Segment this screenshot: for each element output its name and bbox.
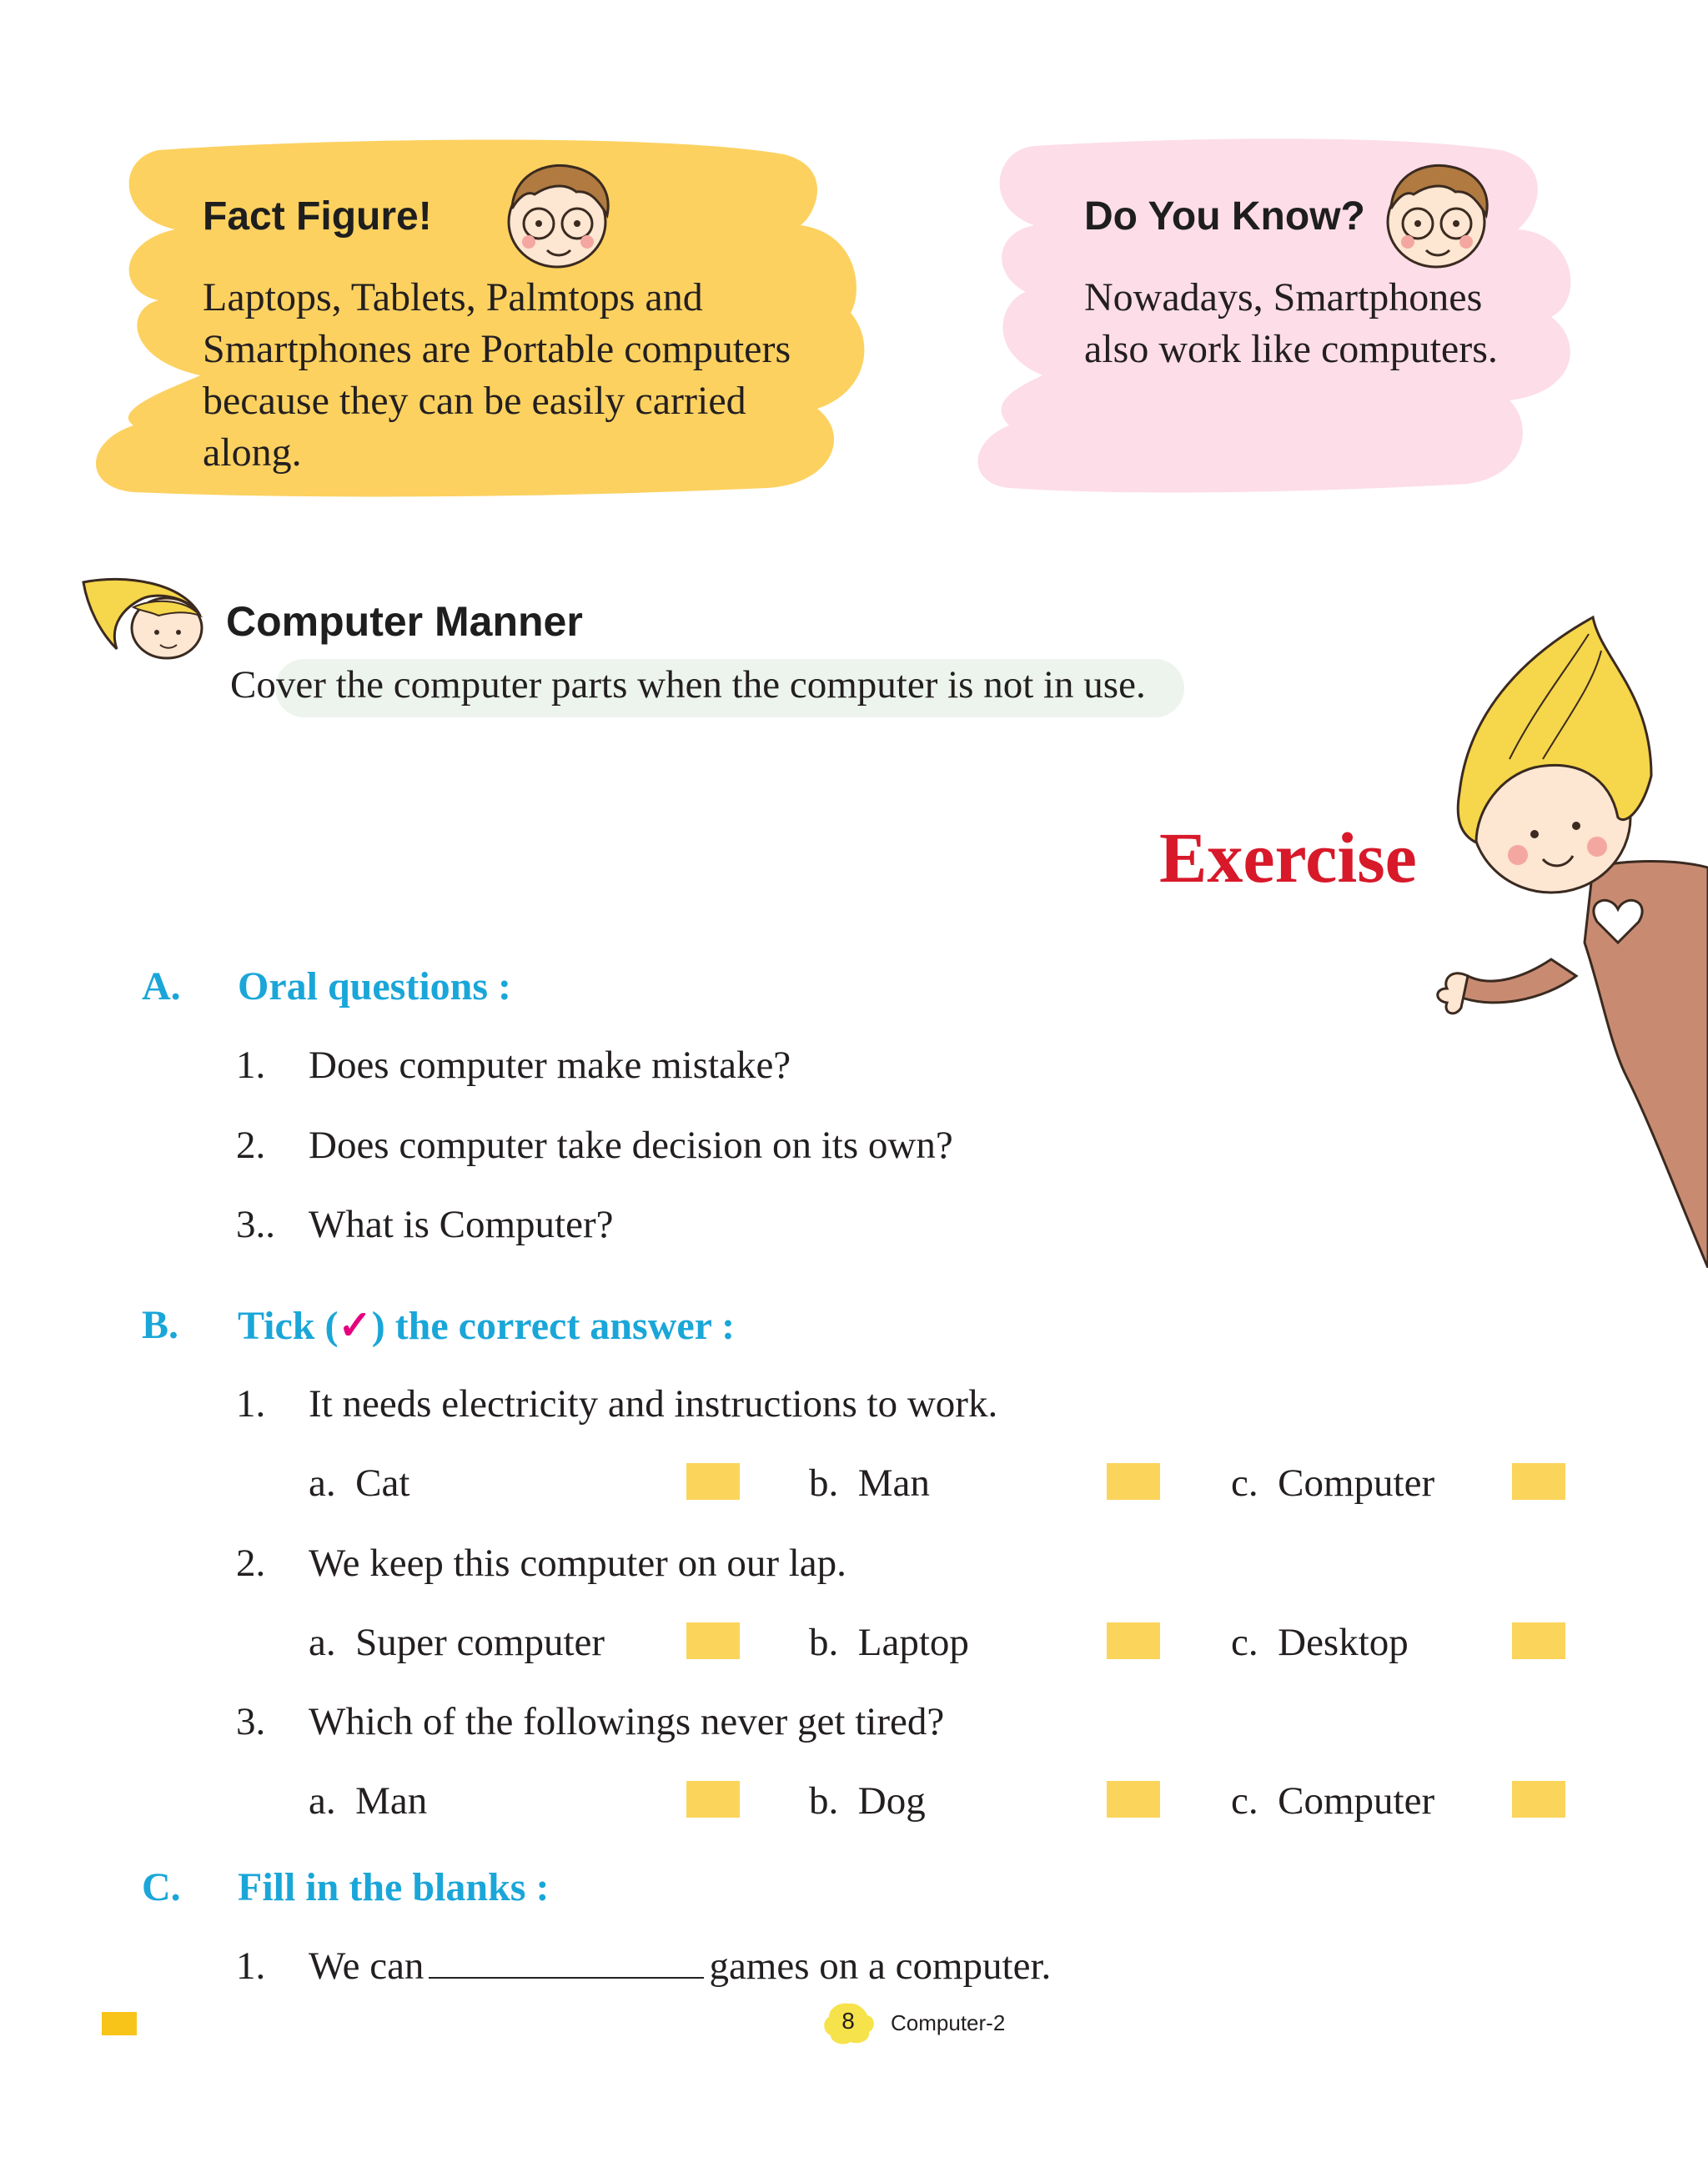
exercise-title: Exercise xyxy=(1159,817,1417,898)
tick-icon: ✓ xyxy=(338,1304,372,1348)
section-a-letter: A. xyxy=(142,964,181,1009)
answer-checkbox[interactable] xyxy=(686,1622,740,1659)
question-number: 3.. xyxy=(236,1203,275,1246)
option-b xyxy=(809,1620,969,1665)
option-label: c. xyxy=(1231,1779,1258,1823)
question-number: 1. xyxy=(236,1382,266,1426)
option-label: a. xyxy=(309,1461,336,1505)
girl-face-icon xyxy=(75,574,217,666)
know-line-1: Nowadays, Smartphones xyxy=(1084,275,1483,319)
boy-face-icon xyxy=(1376,157,1501,274)
option-text: Desktop xyxy=(1278,1621,1409,1664)
question-text: Does computer make mistake? xyxy=(309,1044,791,1087)
answer-checkbox[interactable] xyxy=(1107,1622,1160,1659)
question-text: We keep this computer on our lap. xyxy=(309,1542,846,1585)
manner-text: Cover the computer parts when the computer is not in use. xyxy=(230,663,1146,707)
question-text: What is Computer? xyxy=(309,1203,614,1246)
question-text: Which of the followings never get tired? xyxy=(309,1700,945,1743)
option-text: Computer xyxy=(1278,1779,1435,1823)
section-b-letter: B. xyxy=(142,1303,179,1347)
option-c xyxy=(1231,1620,1409,1665)
option-a xyxy=(309,1778,427,1823)
answer-checkbox[interactable] xyxy=(1107,1463,1160,1500)
question-number: 2. xyxy=(236,1542,266,1585)
option-label: b. xyxy=(809,1461,839,1505)
option-b xyxy=(809,1461,930,1506)
option-c xyxy=(1231,1461,1434,1506)
answer-checkbox[interactable] xyxy=(1107,1781,1160,1818)
blank-input-line[interactable] xyxy=(429,1945,704,1979)
section-b-title-after: ) the correct answer : xyxy=(371,1304,736,1348)
book-label: Computer-2 xyxy=(891,2010,1006,2035)
option-a xyxy=(309,1461,409,1506)
page-number: 8 xyxy=(841,2008,855,2034)
section-b-title-before: Tick ( xyxy=(238,1304,339,1348)
answer-checkbox[interactable] xyxy=(1512,1463,1565,1500)
fact-figure-text xyxy=(203,272,791,479)
do-you-know-title: Do You Know? xyxy=(1084,194,1365,239)
option-label: a. xyxy=(309,1779,336,1823)
option-text: Computer xyxy=(1278,1461,1435,1505)
section-c-title: Fill in the blanks : xyxy=(238,1865,550,1909)
fact-line-2: Smartphones are Portable computers xyxy=(203,327,791,371)
fact-figure-title: Fact Figure! xyxy=(203,194,432,239)
boy-face-icon xyxy=(497,157,622,274)
blank-before-text: We can xyxy=(309,1944,424,1988)
option-b xyxy=(809,1778,926,1823)
question-number: 3. xyxy=(236,1700,266,1743)
answer-checkbox[interactable] xyxy=(1512,1781,1565,1818)
girl-character-illustration xyxy=(1409,609,1708,1268)
fact-line-4: along. xyxy=(203,430,302,475)
answer-checkbox[interactable] xyxy=(686,1781,740,1818)
answer-checkbox[interactable] xyxy=(686,1463,740,1500)
section-b-title xyxy=(238,1302,735,1349)
do-you-know-text xyxy=(1084,272,1498,375)
question-number: 2. xyxy=(236,1124,266,1167)
footer-marker xyxy=(102,2012,137,2035)
question-text: Does computer take decision on its own? xyxy=(309,1124,953,1167)
fact-line-1: Laptops, Tablets, Palmtops and xyxy=(203,275,703,319)
option-text: Man xyxy=(355,1779,428,1823)
know-line-2: also work like computers. xyxy=(1084,327,1498,371)
option-label: c. xyxy=(1231,1461,1258,1505)
section-c-letter: C. xyxy=(142,1865,181,1909)
option-label: b. xyxy=(809,1621,839,1664)
option-text: Man xyxy=(857,1461,930,1505)
option-text: Dog xyxy=(857,1779,926,1823)
manner-title: Computer Manner xyxy=(226,598,583,645)
question-number: 1. xyxy=(236,1044,266,1087)
blank-after-text: games on a computer. xyxy=(709,1944,1052,1988)
option-label: a. xyxy=(309,1621,336,1664)
question-text: It needs electricity and instructions to work. xyxy=(309,1382,998,1426)
option-text: Cat xyxy=(355,1461,410,1505)
fact-line-3: because they can be easily carried xyxy=(203,379,746,423)
option-text: Laptop xyxy=(857,1621,969,1664)
option-label: c. xyxy=(1231,1621,1258,1664)
option-text: Super computer xyxy=(355,1621,605,1664)
answer-checkbox[interactable] xyxy=(1512,1622,1565,1659)
fill-blank-sentence xyxy=(309,1944,1051,1989)
option-label: b. xyxy=(809,1779,839,1823)
option-c xyxy=(1231,1778,1434,1823)
option-a xyxy=(309,1620,605,1665)
section-a-title: Oral questions : xyxy=(238,964,512,1009)
question-number: 1. xyxy=(236,1944,266,1988)
